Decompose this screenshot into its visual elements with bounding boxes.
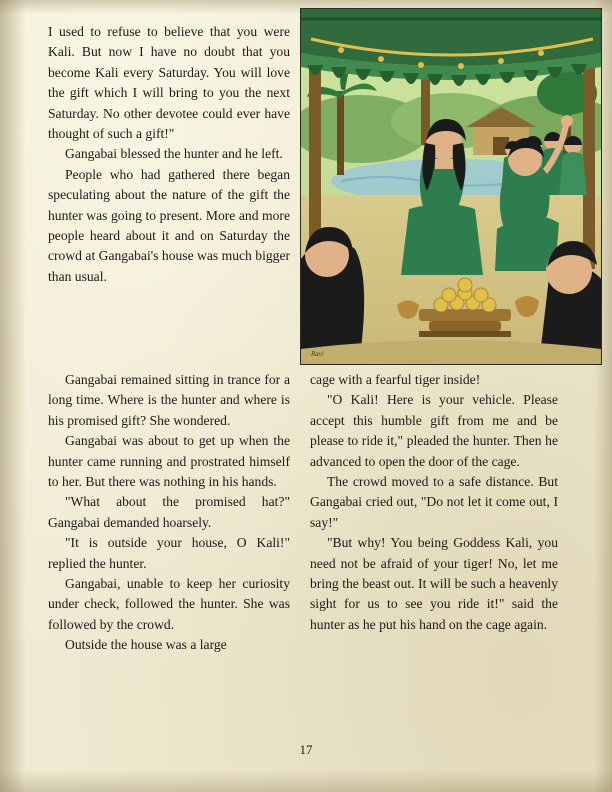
page-edge-shadow-bottom (0, 770, 612, 792)
paragraph: Outside the house was a large (65, 637, 227, 653)
paragraph: Gangabai was about to get up when the hunter came running and prostrated himself to her. But there was nothing in his hands. (48, 433, 290, 490)
paragraph: "But why! You being Goddess Kali, you need not be afraid of your tiger! No, let me bring the beast out. It will be such a heavenly sight for us to see you ride it!" said the hunter as he put his hand on the cage again. (310, 535, 558, 632)
left-column-bottom (48, 370, 290, 656)
page-edge-shadow-left (0, 0, 26, 792)
paragraph: Gangabai blessed the hunter and he left. (65, 146, 283, 162)
paragraph: The crowd moved to a safe distance. But Gangabai cried out, "Do not let it come out, I say!" (310, 474, 558, 530)
paragraph: "What about the promised hat?" Gangabai demanded hoarsely. (48, 494, 290, 530)
paragraph: People who had gathered there began speculating about the nature of the gift the hunter was going to present. More and more people heard about it and on Saturday the crowd at Gangabai's house was much bigger than usual. (48, 166, 290, 284)
paragraph: "It is outside your house, O Kali!" replied the hunter. (48, 535, 290, 571)
paragraph: Gangabai, unable to keep her curiosity under check, followed the hunter. She was followed by the crowd. (48, 576, 290, 632)
illustration (300, 8, 602, 365)
illustration-signature: Ravi (311, 350, 324, 358)
paragraph: cage with a fearful tiger inside! (310, 372, 481, 387)
page-number: 17 (299, 742, 313, 757)
paragraph: Gangabai remained sitting in trance for a long time. Where is the hunter and where is his promised gift? She wondered. (48, 372, 290, 428)
left-column-top (48, 22, 290, 287)
paragraph: "O Kali! Here is your vehicle. Please accept this humble gift from me and be please to ride it," pleaded the hunter. Then he advanced to open the door of the cage. (310, 392, 558, 469)
illustration-artwork (301, 9, 601, 364)
right-column-bottom (310, 370, 558, 635)
paragraph: I used to refuse to believe that you were Kali. But now I have no doubt that you become Kali every Saturday. You will love the gift which I will bring to you the next Saturday. No other devotee could ever have thought of such a gift!" (48, 24, 290, 142)
